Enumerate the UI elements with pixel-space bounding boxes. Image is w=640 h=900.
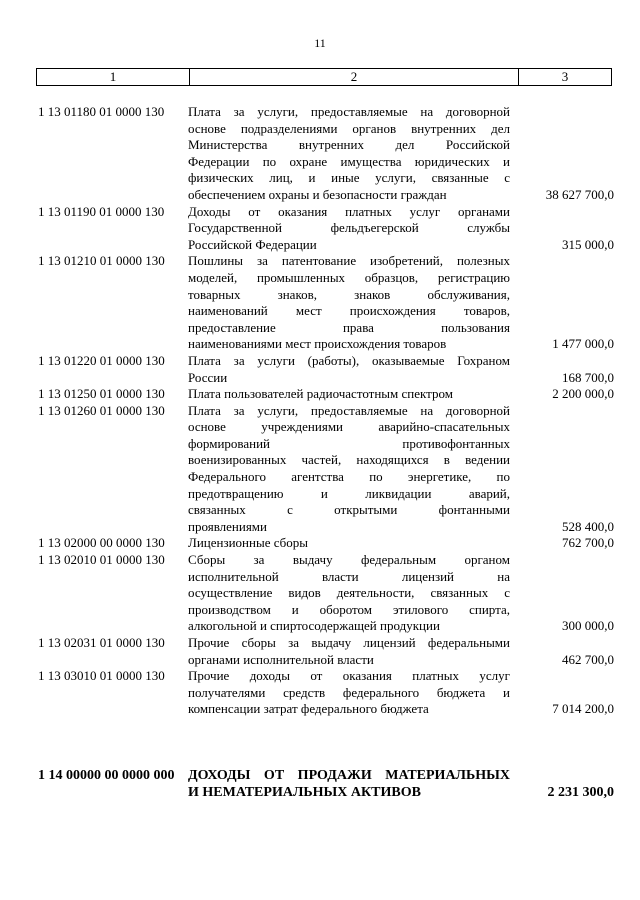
header-col-1: 1 [37,69,190,85]
row-amount [510,386,616,403]
row-description [188,386,510,403]
description-line: наименований мест происхождения товаров, [188,303,510,319]
table-row [38,535,616,552]
description-line: Государственной фельдъегерской службы [188,220,510,236]
description-line: получателями средств федерального бюджета и [188,684,510,700]
row-description [188,353,510,386]
row-amount [510,253,616,353]
total-line: ДОХОДЫ ОТ ПРОДАЖИ МАТЕРИАЛЬНЫХ [188,768,510,783]
table-header [36,68,612,86]
amount-value: 315 000,0 [562,236,614,252]
description-line: органами исполнительной власти [188,651,374,667]
description-line: обеспечением охраны и безопасности граждан [188,186,447,202]
row-amount [510,668,616,718]
description-line: основе учреждениями аварийно-спасательных [188,419,510,435]
description-line: товарных знаков, знаков обслуживания, [188,286,510,302]
description-line: Плата за услуги (работы), оказываемые Гохраном [188,352,510,368]
description-line: Сборы за выдачу федеральным органом [188,552,510,568]
description-line: проявлениями [188,518,267,534]
description-line: Российской Федерации [188,236,317,252]
table-body [38,104,616,718]
amount-value: 168 700,0 [562,369,614,385]
row-code: 1 13 03010 01 0000 130 [38,668,165,684]
description-line: формирований противофонтанных [188,435,510,451]
row-amount [510,552,616,635]
header-col-3: 3 [561,69,569,84]
row-code: 1 13 01220 01 0000 130 [38,352,165,368]
row-code: 1 13 01260 01 0000 130 [38,402,165,418]
amount-value: 7 014 200,0 [552,701,614,717]
table-row [38,635,616,668]
row-code: 1 13 01190 01 0000 130 [38,203,165,219]
description-line: Пошлины за патентование изобретений, полезных [188,253,510,269]
row-amount [510,403,616,536]
row-code: 1 13 02010 01 0000 130 [38,552,165,568]
row-amount [510,204,616,254]
description-line: Министерства внутренних дел Российской [188,137,510,153]
row-description [188,104,510,204]
total-amount: 2 231 300,0 [547,785,614,800]
row-code: 1 13 01210 01 0000 130 [38,253,165,269]
row-code: 1 13 02000 00 0000 130 [38,535,165,551]
amount-value: 300 000,0 [562,618,614,634]
description-line: Плата пользователей радиочастотным спектром [188,386,453,402]
description-line: производством и оборотом этилового спирта, [188,601,510,617]
row-description [188,535,510,552]
table-row [38,403,616,536]
page-number: 11 [314,36,326,50]
description-line: Федерального агентства по энергетике, по [188,469,510,485]
header-col-2: 2 [190,69,519,85]
row-amount [510,635,616,668]
description-line: Плата за услуги, предоставляемые на договорной [188,402,510,418]
row-description [188,253,510,353]
description-line: компенсации затрат федерального бюджета [188,701,429,717]
row-code: 1 13 01250 01 0000 130 [38,386,165,402]
description-line: связанных с открытыми фонтанными [188,502,510,518]
total-description [188,767,510,801]
row-amount [510,353,616,386]
row-description [188,204,510,254]
total-line: И НЕМАТЕРИАЛЬНЫХ АКТИВОВ [188,785,421,800]
description-line: моделей, промышленных образцов, регистрацию [188,269,510,285]
table-row [38,353,616,386]
description-line: Лицензионные сборы [188,535,308,551]
amount-value: 38 627 700,0 [545,186,614,202]
table-row [38,552,616,635]
table-row [38,386,616,403]
row-description [188,403,510,536]
description-line: Прочие сборы за выдачу лицензий федеральными [188,635,510,650]
amount-value: 762 700,0 [562,535,614,551]
row-description [188,635,510,668]
description-line: Прочие доходы от оказания платных услуг [188,668,510,684]
row-amount [510,104,616,204]
description-line: физических лиц, и иные услуги, связанные с [188,170,510,186]
description-line: России [188,369,228,385]
description-line: осуществление видов деятельности, связанных с [188,585,510,601]
row-code: 1 13 01180 01 0000 130 [38,104,165,119]
description-line: военизированных частей, находящихся в ведении [188,452,510,468]
row-amount [510,535,616,552]
description-line: наименованиями мест происхождения товаров [188,336,447,352]
description-line: Доходы от оказания платных услуг органами [188,203,510,219]
row-description [188,552,510,635]
table-row [38,668,616,718]
amount-value: 462 700,0 [562,651,614,667]
description-line: Плата за услуги, предоставляемые на договорной [188,104,510,119]
description-line: алкогольной и спиртосодержащей продукции [188,618,440,634]
table-row [38,104,616,204]
amount-value: 2 200 000,0 [552,386,614,402]
row-description [188,668,510,718]
total-code: 1 14 00000 00 0000 000 [38,768,175,783]
amount-value: 1 477 000,0 [552,336,614,352]
description-line: исполнительной власти лицензий на [188,568,510,584]
table-row [38,204,616,254]
description-line: основе подразделениями органов внутренних дел [188,120,510,136]
row-code: 1 13 02031 01 0000 130 [38,635,165,650]
description-line: предотвращению и ликвидации аварий, [188,485,510,501]
amount-value: 528 400,0 [562,518,614,534]
description-line: предоставление права пользования [188,319,510,335]
description-line: Федерации по охране имущества юридических и [188,153,510,169]
table-row [38,253,616,353]
total-row [38,767,616,801]
